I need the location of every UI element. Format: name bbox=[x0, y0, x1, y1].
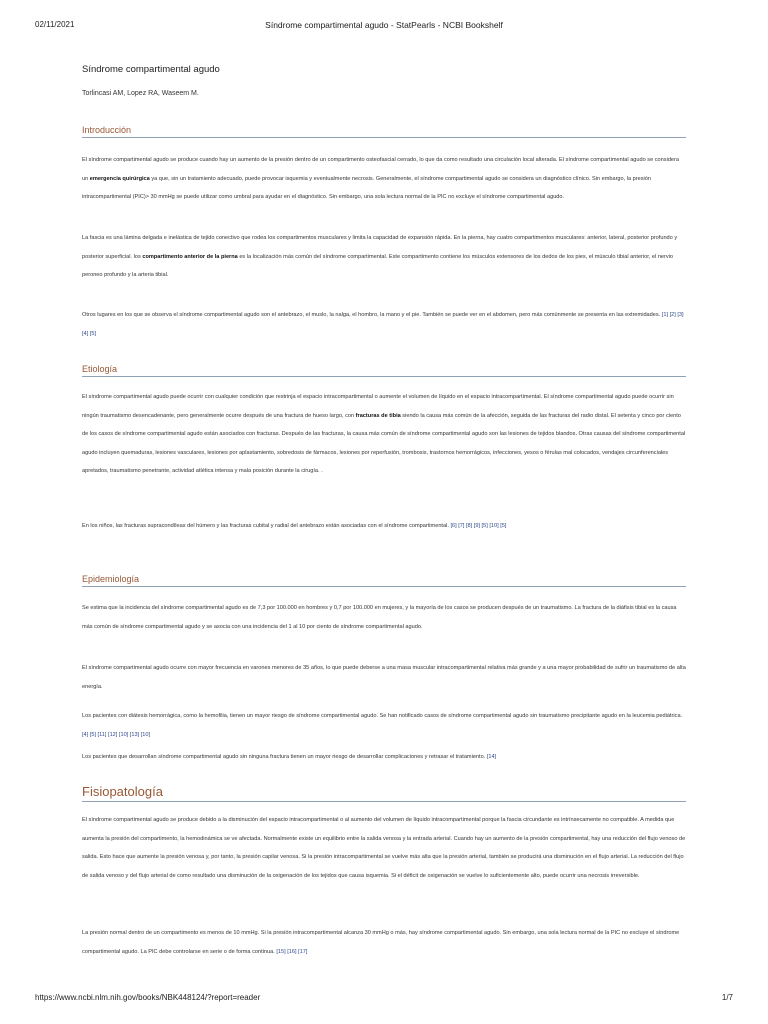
citation-links[interactable]: [14] bbox=[486, 754, 497, 760]
etiology-paragraph-2: En los niños, las fracturas supracondíleas del húmero y las fracturas cubital y radial del antebrazo están asociadas con el síndrome compartimental. [6] [7] [8] [9] [5] [10] [5] bbox=[82, 523, 507, 529]
pathophysiology-paragraph-1: El síndrome compartimental agudo se produce debido a la disminución del espacio intracompartimental o al aumento del volumen de líquido intracompartimental porque la fascia circundante es intrínsecamente no compatible. A medida que aumenta la presión del compartimento, la hemodinámica se ve afectada. Normalmente existe un equilibrio entre la salida venosa y la entrada arterial. Cuando hay un aumento de la presión compartimental, hay una reducción del flujo venoso de salida. Esto hace que aumente la presión venosa y, por tanto, la presión capilar venosa. Si la presión intracompartimental se vuelve más alta que la presión arterial, también se producirá una disminución en el flujo arterial. La reducción del flujo de salida venoso y del flujo arterial de como resultado una disminución de la oxigenación de los tejidos que causa isquemia. Si el déficit de oxigenación se vuelve lo suficientemente alto, puede ocurrir una necrosis irreversible. bbox=[82, 817, 686, 879]
epidemiology-paragraph-1: Se estima que la incidencia del síndrome compartimental agudo es de 7,3 por 100.000 en hombres y 0,7 por 100.000 en mujeres, y la mayoría de los casos se producen después de un traumatismo. La fractura de la diáfisis tibial es la causa más común de síndrome compartimental agudo y se asocia con una incidencia del 1 al 10 por ciento de síndrome compartimental agudo. bbox=[82, 605, 677, 630]
epidemiology-paragraph-3: Los pacientes con diátesis hemorrágica, como la hemofilia, tienen un mayor riesgo de síndrome compartimental agudo. Se han notificado casos de síndrome compartimental agudo sin traumatismo precipitante agudo en la leucemia pediátrica. [4] [5] [11] [12] [10] [13] [10] bbox=[82, 713, 683, 738]
print-header bbox=[35, 20, 733, 34]
print-page-title: Síndrome compartimental agudo - StatPearls - NCBI Bookshelf bbox=[265, 20, 503, 30]
pathophysiology-paragraph-2: La presión normal dentro de un compartimento es menos de 10 mmHg. Si la presión intracompartimental alcanza 30 mmHg o más, hay síndrome compartimental agudo. Sin embargo, una sola lectura normal de la PIC no excluye el síndrome compartimental agudo. La PIC debe controlarse en serie o de forma continua. [15] [16] [17] bbox=[82, 930, 680, 955]
intro-paragraph-3: Otros lugares en los que se observa el síndrome compartimental agudo son el antebrazo, el muslo, la nalga, el hombro, la mano y el pie. También se puede ver en el abdomen, pero más comúnmente se presenta en las extremidades. [1] [2] [3] [4] [5] bbox=[82, 312, 684, 337]
citation-links[interactable]: [1] [2] [3] [4] [5] bbox=[82, 312, 684, 337]
epidemiology-paragraph-2: El síndrome compartimental agudo ocurre con mayor frecuencia en varones menores de 35 años, lo que puede deberse a una masa muscular intracompartimental relativa más grande y a una mayor probabilidad de sufrir un traumatismo de alta energía. bbox=[82, 665, 686, 690]
print-footer bbox=[35, 993, 733, 1007]
print-date: 02/11/2021 bbox=[35, 20, 75, 29]
etiology-paragraph-1: El síndrome compartimental agudo puede ocurrir con cualquier condición que restrinja el espacio intracompartimental o aumente el volumen de líquido en el espacio intracompartimental. El síndrome compartimental agudo puede ocurrir sin ningún traumatismo desencadenante, pero generalmente ocurre después de una fractura de hueso largo, con fracturas de tibia siendo la causa más común de la afección, seguida de las fracturas del radio distal. El setenta y cinco por ciento de los casos de síndrome compartimental agudo están asociados con fracturas. Después de las fracturas, la causa más común de síndrome compartimental agudo son las lesiones de tejidos blandos. Otras causas del síndrome compartimental agudo incluyen quemaduras, lesiones vasculares, lesiones por aplastamiento, sobredosis de fármacos, lesiones por reperfusión, trombosis, trastornos hemorrágicos, infecciones, yesos o férulas mal colocados, vendajes circunferenciales apretados, traumatismo penetrante, actividad atlética intensa y mala posición durante la cirugía. . bbox=[82, 394, 686, 474]
section-heading-etiology: Etiología bbox=[82, 364, 686, 377]
citation-links[interactable]: [15] [16] [17] bbox=[276, 948, 308, 955]
section-heading-introduction: Introducción bbox=[82, 125, 686, 138]
epidemiology-paragraph-4: Los pacientes que desarrollan síndrome compartimental agudo sin ninguna fractura tienen un mayor riesgo de desarrollar complicaciones y retrasar el tratamiento. [14] bbox=[82, 754, 497, 760]
section-heading-pathophysiology: Fisiopatología bbox=[82, 784, 686, 802]
intro-paragraph-1: El síndrome compartimental agudo se produce cuando hay un aumento de la presión dentro de un compartimento osteofascial cerrado, lo que da como resultado una circulación local alterada. El síndrome compartimental agudo se considera un emergencia quirúrgica ya que, sin un tratamiento adecuado, puede provocar isquemia y eventualmente necrosis. Generalmente, el síndrome compartimental agudo se considera un diagnóstico clínico. Sin embargo, la presión intracompartimental (PIC)> 30 mmHg se puede utilizar como umbral para ayudar en el diagnóstico. Sin embargo, una sola lectura normal de la PIC no excluye el síndrome compartimental agudo. bbox=[82, 157, 680, 200]
intro-paragraph-2: La fascia es una lámina delgada e inelástica de tejido conectivo que rodea los compartimentos musculares y limita la capacidad de expansión rápida. En la pierna, hay cuatro compartimentos musculares: anterior, lateral, posterior profundo y posterior superficial. los compartimento anterior de la pierna es la localización más común del síndrome compartimental. Este compartimento contiene los músculos extensores de los dedos de los pies, el músculo tibial anterior, el nervio peroneo profundo y la arteria tibial. bbox=[82, 235, 678, 278]
print-url: https://www.ncbi.nlm.nih.gov/books/NBK448124/?report=reader bbox=[35, 993, 261, 1002]
section-heading-epidemiology: Epidemiología bbox=[82, 574, 686, 587]
citation-links[interactable]: [4] [5] [11] [12] [10] [13] [10] bbox=[82, 731, 150, 738]
citation-links[interactable]: [6] [7] [8] [9] [5] [10] [5] bbox=[450, 523, 507, 529]
article-title: Síndrome compartimental agudo bbox=[82, 64, 220, 75]
page-number: 1/7 bbox=[721, 993, 733, 1002]
article-authors: Torlincasi AM, Lopez RA, Waseem M. bbox=[82, 90, 199, 97]
